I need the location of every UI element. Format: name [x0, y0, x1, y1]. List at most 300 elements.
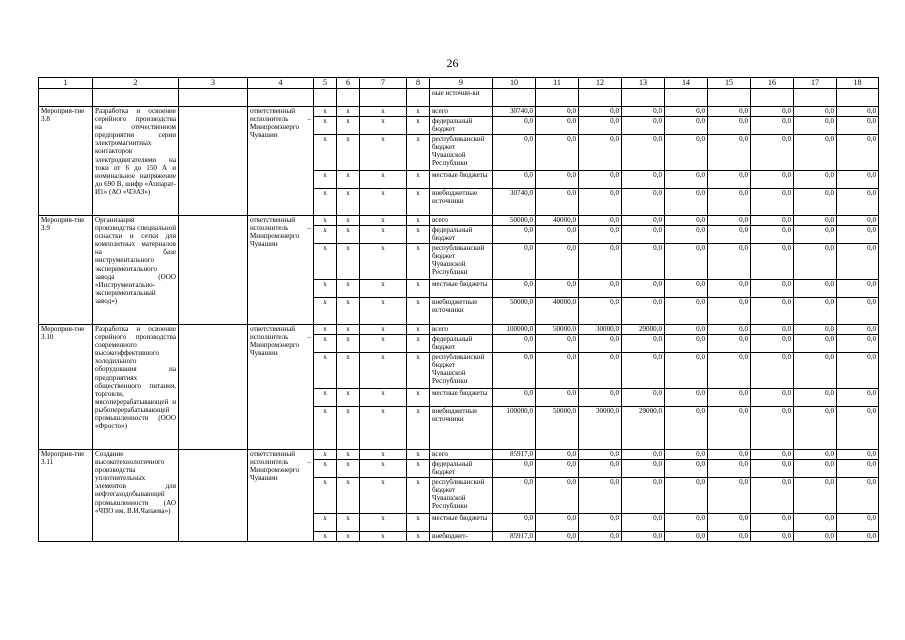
amount-cell: 0,0 — [665, 135, 708, 171]
code-cell: x — [407, 353, 430, 389]
amount-cell: 0,0 — [708, 135, 751, 171]
code-cell: x — [337, 325, 360, 335]
event-executor: ответственный исполнитель – Минпромэнерго Чувашии — [248, 325, 314, 450]
amount-cell: 0,0 — [622, 335, 665, 353]
event-id: Мероприя-тие 3.10 — [39, 325, 93, 450]
amount-cell: 0,0 — [708, 171, 751, 189]
amount-cell: 0,0 — [794, 107, 837, 117]
column-number: 14 — [665, 78, 708, 89]
amount-cell: 0,0 — [622, 107, 665, 117]
amount-cell: 0,0 — [493, 389, 536, 407]
event-col3 — [179, 216, 248, 325]
amount-cell: 0,0 — [622, 280, 665, 298]
funding-source: всего — [430, 107, 493, 117]
code-cell: x — [314, 135, 337, 171]
funding-source: республиканский бюджет Чувашской Республики — [430, 478, 493, 514]
code-cell: x — [407, 460, 430, 478]
empty-cell — [665, 89, 708, 107]
amount-cell: 100000,0 — [493, 407, 536, 450]
column-number: 11 — [536, 78, 579, 89]
event-col3 — [179, 450, 248, 542]
page-number: 26 — [446, 56, 459, 70]
event-name: Организация производства специальной оснастки и сетки для композитных материалов на базе инструментального экспериментального завода (ООО «Инструментально-экспериментальный завод») — [93, 216, 179, 325]
amount-cell: 0,0 — [751, 389, 794, 407]
amount-cell: 0,0 — [708, 226, 751, 244]
code-cell: x — [337, 107, 360, 117]
funding-source: местные бюджеты — [430, 389, 493, 407]
event-name: Разработка и освоение серийного производства современного высокоэффективного холодильного оборудования на предприятиях общественного питания, торговли, мясоперерабатывающей и рыбоперерабатывающей промышленности (ООО «Фросто») — [93, 325, 179, 450]
code-cell: x — [314, 460, 337, 478]
amount-cell: 100000,0 — [493, 325, 536, 335]
amount-cell: 0,0 — [665, 335, 708, 353]
funding-source: местные бюджеты — [430, 280, 493, 298]
empty-cell — [407, 89, 430, 107]
amount-cell: 0,0 — [579, 107, 622, 117]
amount-cell: 0,0 — [579, 478, 622, 514]
amount-cell: 0,0 — [708, 478, 751, 514]
amount-cell: 0,0 — [536, 226, 579, 244]
amount-cell: 0,0 — [665, 107, 708, 117]
amount-cell: 0,0 — [708, 280, 751, 298]
amount-cell: 0,0 — [794, 189, 837, 216]
amount-cell: 30000,0 — [579, 407, 622, 450]
code-cell: x — [314, 389, 337, 407]
funding-source: республиканский бюджет Чувашской Республики — [430, 353, 493, 389]
amount-cell: 0,0 — [751, 353, 794, 389]
amount-cell: 0,0 — [493, 244, 536, 280]
amount-cell: 0,0 — [579, 117, 622, 135]
code-cell: x — [337, 135, 360, 171]
code-cell: x — [337, 244, 360, 280]
column-number: 16 — [751, 78, 794, 89]
amount-cell: 0,0 — [493, 335, 536, 353]
code-cell: x — [407, 325, 430, 335]
amount-cell: 0,0 — [794, 280, 837, 298]
funding-source: местные бюджеты — [430, 514, 493, 532]
amount-cell: 0,0 — [751, 460, 794, 478]
amount-cell: 0,0 — [665, 189, 708, 216]
amount-cell: 40000,0 — [536, 216, 579, 226]
code-cell: x — [360, 460, 407, 478]
column-number: 6 — [337, 78, 360, 89]
code-cell: x — [314, 478, 337, 514]
amount-cell: 0,0 — [665, 171, 708, 189]
amount-cell: 0,0 — [665, 389, 708, 407]
amount-cell: 0,0 — [665, 325, 708, 335]
amount-cell: 0,0 — [622, 353, 665, 389]
amount-cell: 0,0 — [665, 244, 708, 280]
amount-cell: 0,0 — [751, 244, 794, 280]
code-cell: x — [337, 335, 360, 353]
amount-cell: 30000,0 — [579, 325, 622, 335]
event-executor: ответственный исполнитель – Минпромэнерго Чувашии — [248, 216, 314, 325]
event-name: Создание высокотехнологичного производства уплотнительных элементов для нефтегазодобывающей промышленности (АО «ЧПО им. В.И.Чапаева») — [93, 450, 179, 542]
code-cell: x — [314, 532, 337, 542]
amount-cell: 0,0 — [708, 117, 751, 135]
amount-cell: 0,0 — [837, 298, 879, 325]
amount-cell: 0,0 — [579, 216, 622, 226]
amount-cell: 0,0 — [579, 460, 622, 478]
amount-cell: 0,0 — [794, 460, 837, 478]
amount-cell: 0,0 — [751, 216, 794, 226]
amount-cell: 0,0 — [794, 216, 837, 226]
funding-source: внебюджет- — [430, 532, 493, 542]
amount-cell: 0,0 — [708, 532, 751, 542]
amount-cell: 0,0 — [837, 117, 879, 135]
amount-cell: 0,0 — [794, 171, 837, 189]
amount-cell: 29000,0 — [622, 407, 665, 450]
empty-cell — [314, 89, 337, 107]
code-cell: x — [407, 478, 430, 514]
amount-cell: 0,0 — [579, 189, 622, 216]
amount-cell: 0,0 — [708, 353, 751, 389]
amount-cell: 0,0 — [622, 389, 665, 407]
column-number: 8 — [407, 78, 430, 89]
amount-cell: 0,0 — [579, 532, 622, 542]
code-cell: x — [314, 280, 337, 298]
amount-cell: 0,0 — [708, 450, 751, 460]
amount-cell: 0,0 — [794, 478, 837, 514]
code-cell: x — [314, 325, 337, 335]
amount-cell: 0,0 — [622, 171, 665, 189]
code-cell: x — [407, 532, 430, 542]
amount-cell: 85917,0 — [493, 532, 536, 542]
code-cell: x — [360, 335, 407, 353]
code-cell: x — [407, 216, 430, 226]
code-cell: x — [360, 216, 407, 226]
amount-cell: 0,0 — [536, 280, 579, 298]
code-cell: x — [337, 189, 360, 216]
funding-source: федеральный бюджет — [430, 226, 493, 244]
amount-cell: 0,0 — [622, 460, 665, 478]
code-cell: x — [407, 280, 430, 298]
code-cell: x — [360, 353, 407, 389]
amount-cell: 0,0 — [536, 135, 579, 171]
amount-cell: 0,0 — [536, 450, 579, 460]
amount-cell: 0,0 — [708, 298, 751, 325]
column-number: 15 — [708, 78, 751, 89]
amount-cell: 0,0 — [622, 298, 665, 325]
funding-source: местные бюджеты — [430, 171, 493, 189]
code-cell: x — [337, 460, 360, 478]
empty-cell — [837, 89, 879, 107]
amount-cell: 0,0 — [708, 244, 751, 280]
code-cell: x — [407, 226, 430, 244]
code-cell: x — [407, 117, 430, 135]
amount-cell: 0,0 — [536, 532, 579, 542]
amount-cell: 0,0 — [751, 450, 794, 460]
event-id: Мероприя-тие 3.9 — [39, 216, 93, 325]
code-cell: x — [314, 407, 337, 450]
amount-cell: 30740,0 — [493, 107, 536, 117]
continuation-row — [39, 89, 879, 107]
code-cell: x — [360, 450, 407, 460]
funding-source: федеральный бюджет — [430, 117, 493, 135]
amount-cell: 0,0 — [665, 216, 708, 226]
column-number: 5 — [314, 78, 337, 89]
amount-cell: 0,0 — [794, 244, 837, 280]
empty-cell — [93, 89, 179, 107]
amount-cell: 0,0 — [493, 171, 536, 189]
amount-cell: 0,0 — [751, 171, 794, 189]
amount-cell: 0,0 — [837, 107, 879, 117]
amount-cell: 0,0 — [708, 514, 751, 532]
amount-cell: 0,0 — [794, 325, 837, 335]
code-cell: x — [360, 298, 407, 325]
funding-source: всего — [430, 216, 493, 226]
amount-cell: 0,0 — [751, 514, 794, 532]
amount-cell: 0,0 — [837, 335, 879, 353]
code-cell: x — [407, 189, 430, 216]
column-number: 18 — [837, 78, 879, 89]
amount-cell: 0,0 — [622, 226, 665, 244]
amount-cell: 0,0 — [579, 171, 622, 189]
amount-cell: 0,0 — [493, 353, 536, 389]
amount-cell: 0,0 — [579, 353, 622, 389]
code-cell: x — [360, 117, 407, 135]
amount-cell: 0,0 — [837, 407, 879, 450]
amount-cell: 0,0 — [751, 335, 794, 353]
amount-cell: 0,0 — [837, 325, 879, 335]
code-cell: x — [337, 117, 360, 135]
amount-cell: 0,0 — [837, 478, 879, 514]
amount-cell: 0,0 — [493, 226, 536, 244]
amount-cell: 0,0 — [837, 353, 879, 389]
amount-cell: 0,0 — [708, 389, 751, 407]
amount-cell: 0,0 — [751, 226, 794, 244]
amount-cell: 0,0 — [579, 450, 622, 460]
amount-cell: 0,0 — [665, 478, 708, 514]
amount-cell: 0,0 — [665, 298, 708, 325]
empty-cell — [493, 89, 536, 107]
amount-cell: 0,0 — [751, 189, 794, 216]
empty-cell — [751, 89, 794, 107]
amount-cell: 0,0 — [622, 532, 665, 542]
amount-cell: 0,0 — [536, 171, 579, 189]
amount-cell: 0,0 — [837, 460, 879, 478]
funding-row — [39, 107, 879, 117]
amount-cell: 0,0 — [536, 244, 579, 280]
amount-cell: 0,0 — [579, 226, 622, 244]
amount-cell: 0,0 — [536, 353, 579, 389]
amount-cell: 0,0 — [665, 226, 708, 244]
column-number: 7 — [360, 78, 407, 89]
amount-cell: 0,0 — [493, 478, 536, 514]
amount-cell: 0,0 — [579, 514, 622, 532]
empty-cell — [39, 89, 93, 107]
amount-cell: 0,0 — [622, 244, 665, 280]
event-executor: ответственный исполнитель – Минпромэнерго Чувашии — [248, 107, 314, 216]
code-cell: x — [314, 450, 337, 460]
empty-cell — [360, 89, 407, 107]
amount-cell: 0,0 — [665, 407, 708, 450]
amount-cell: 0,0 — [751, 135, 794, 171]
amount-cell: 0,0 — [794, 450, 837, 460]
column-number: 12 — [579, 78, 622, 89]
amount-cell: 0,0 — [536, 389, 579, 407]
code-cell: x — [337, 389, 360, 407]
amount-cell: 0,0 — [665, 532, 708, 542]
code-cell: x — [337, 407, 360, 450]
empty-cell — [179, 89, 248, 107]
code-cell: x — [407, 244, 430, 280]
code-cell: x — [407, 135, 430, 171]
event-col3 — [179, 107, 248, 216]
amount-cell: 0,0 — [493, 514, 536, 532]
amount-cell: 0,0 — [493, 280, 536, 298]
event-executor: ответственный исполнитель – Минпромэнерго Чувашии — [248, 450, 314, 542]
code-cell: x — [407, 514, 430, 532]
event-name: Разработка и освоение серийного производства на отечественном предприятии серии электромагнитных контакторов электродвигателями на токи от 6 до 150 А и номинальное напряжение до 690 В, шифр «Аппарат-И1» (АО «ЧЭАЗ») — [93, 107, 179, 216]
code-cell: x — [314, 244, 337, 280]
code-cell: x — [360, 407, 407, 450]
amount-cell: 0,0 — [794, 335, 837, 353]
amount-cell: 50000,0 — [493, 298, 536, 325]
funding-row — [39, 450, 879, 460]
funding-source: республиканский бюджет Чувашской Республики — [430, 244, 493, 280]
column-number-row — [39, 78, 879, 89]
code-cell: x — [337, 298, 360, 325]
code-cell: x — [337, 353, 360, 389]
code-cell: x — [337, 532, 360, 542]
amount-cell: 0,0 — [837, 171, 879, 189]
amount-cell: 0,0 — [579, 244, 622, 280]
column-number: 3 — [179, 78, 248, 89]
funding-source: федеральный бюджет — [430, 335, 493, 353]
amount-cell: 0,0 — [751, 478, 794, 514]
empty-cell — [708, 89, 751, 107]
amount-cell: 0,0 — [665, 460, 708, 478]
code-cell: x — [314, 189, 337, 216]
code-cell: x — [407, 171, 430, 189]
amount-cell: 0,0 — [579, 298, 622, 325]
code-cell: x — [360, 325, 407, 335]
code-cell: x — [314, 107, 337, 117]
amount-cell: 0,0 — [622, 514, 665, 532]
code-cell: x — [360, 514, 407, 532]
amount-cell: 0,0 — [665, 353, 708, 389]
code-cell: x — [407, 107, 430, 117]
amount-cell: 0,0 — [837, 189, 879, 216]
code-cell: x — [360, 226, 407, 244]
funding-source: ные источни-ки — [430, 89, 493, 107]
code-cell: x — [360, 478, 407, 514]
code-cell: x — [407, 450, 430, 460]
empty-cell — [248, 89, 314, 107]
code-cell: x — [314, 216, 337, 226]
amount-cell: 0,0 — [622, 216, 665, 226]
code-cell: x — [360, 189, 407, 216]
funding-source: республиканский бюджет Чувашской Республики — [430, 135, 493, 171]
code-cell: x — [337, 478, 360, 514]
funding-source: федеральный бюджет — [430, 460, 493, 478]
amount-cell: 0,0 — [837, 135, 879, 171]
amount-cell: 0,0 — [536, 514, 579, 532]
funding-source: внебюджетные источники — [430, 189, 493, 216]
funding-row — [39, 216, 879, 226]
code-cell: x — [314, 171, 337, 189]
column-number: 17 — [794, 78, 837, 89]
amount-cell: 0,0 — [837, 532, 879, 542]
amount-cell: 0,0 — [493, 117, 536, 135]
code-cell: x — [314, 514, 337, 532]
amount-cell: 0,0 — [493, 460, 536, 478]
funding-source: внебюджетные источники — [430, 407, 493, 450]
code-cell: x — [407, 407, 430, 450]
amount-cell: 0,0 — [837, 226, 879, 244]
code-cell: x — [337, 171, 360, 189]
amount-cell: 0,0 — [536, 117, 579, 135]
amount-cell: 0,0 — [751, 532, 794, 542]
amount-cell: 0,0 — [708, 216, 751, 226]
amount-cell: 50000,0 — [493, 216, 536, 226]
code-cell: x — [337, 514, 360, 532]
amount-cell: 0,0 — [708, 335, 751, 353]
amount-cell: 0,0 — [837, 216, 879, 226]
code-cell: x — [360, 389, 407, 407]
amount-cell: 0,0 — [751, 280, 794, 298]
code-cell: x — [337, 450, 360, 460]
amount-cell: 0,0 — [837, 514, 879, 532]
amount-cell: 0,0 — [751, 407, 794, 450]
amount-cell: 0,0 — [708, 189, 751, 216]
code-cell: x — [407, 335, 430, 353]
column-number: 4 — [248, 78, 314, 89]
amount-cell: 0,0 — [665, 450, 708, 460]
amount-cell: 85917,0 — [493, 450, 536, 460]
amount-cell: 0,0 — [751, 107, 794, 117]
code-cell: x — [337, 226, 360, 244]
amount-cell: 0,0 — [794, 135, 837, 171]
column-number: 2 — [93, 78, 179, 89]
column-number: 13 — [622, 78, 665, 89]
code-cell: x — [314, 335, 337, 353]
code-cell: x — [360, 107, 407, 117]
code-cell: x — [360, 135, 407, 171]
amount-cell: 30740,0 — [493, 189, 536, 216]
code-cell: x — [314, 117, 337, 135]
code-cell: x — [360, 280, 407, 298]
amount-cell: 0,0 — [794, 514, 837, 532]
amount-cell: 0,0 — [622, 189, 665, 216]
amount-cell: 0,0 — [751, 325, 794, 335]
amount-cell: 0,0 — [837, 244, 879, 280]
amount-cell: 0,0 — [708, 407, 751, 450]
empty-cell — [536, 89, 579, 107]
amount-cell: 0,0 — [536, 478, 579, 514]
code-cell: x — [314, 298, 337, 325]
amount-cell: 0,0 — [751, 298, 794, 325]
amount-cell: 0,0 — [794, 226, 837, 244]
column-number: 10 — [493, 78, 536, 89]
amount-cell: 0,0 — [794, 298, 837, 325]
amount-cell: 0,0 — [751, 117, 794, 135]
amount-cell: 0,0 — [708, 325, 751, 335]
amount-cell: 0,0 — [536, 460, 579, 478]
amount-cell: 0,0 — [708, 107, 751, 117]
amount-cell: 29000,0 — [622, 325, 665, 335]
amount-cell: 0,0 — [493, 135, 536, 171]
amount-cell: 0,0 — [622, 478, 665, 514]
empty-cell — [579, 89, 622, 107]
code-cell: x — [337, 216, 360, 226]
event-id: Мероприя-тие 3.11 — [39, 450, 93, 542]
event-col3 — [179, 325, 248, 450]
column-number: 1 — [39, 78, 93, 89]
amount-cell: 0,0 — [665, 280, 708, 298]
empty-cell — [794, 89, 837, 107]
amount-cell: 0,0 — [536, 335, 579, 353]
